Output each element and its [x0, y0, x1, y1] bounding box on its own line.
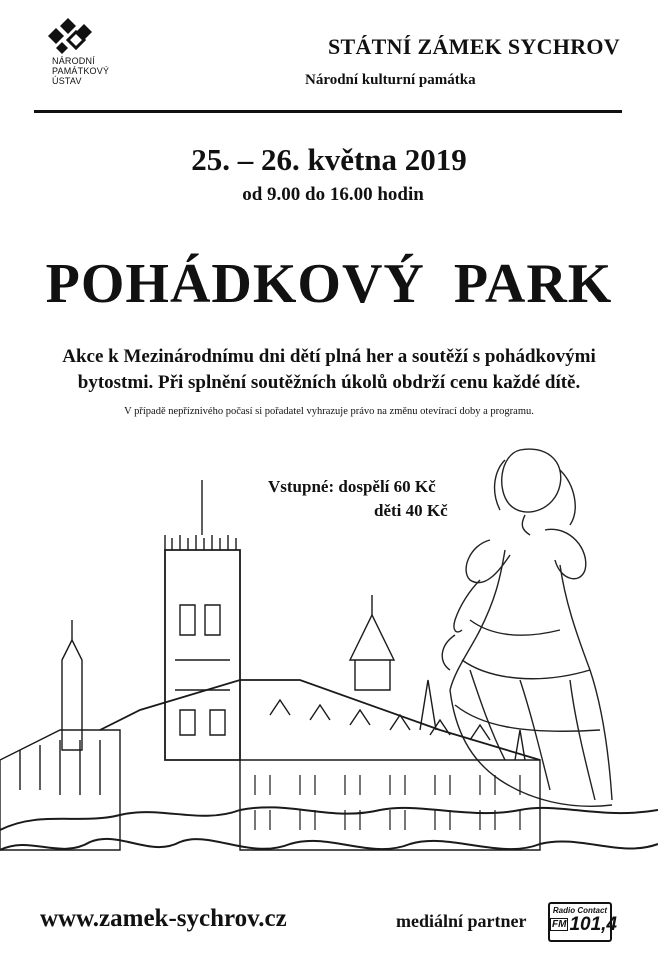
price-adults: dospělí 60 Kč	[338, 477, 436, 496]
event-hours: od 9.00 do 16.00 hodin	[242, 184, 424, 205]
price-children: děti 40 Kč	[374, 501, 448, 520]
event-date: 25. – 26. května 2019	[191, 142, 467, 177]
fm-badge: FM	[552, 919, 567, 930]
org-subtitle: Národní kulturní památka	[305, 72, 476, 88]
admission-prices	[268, 475, 448, 523]
header-divider	[34, 110, 622, 113]
description-line: bytostmi. Při splnění soutěžních úkolů obdrží cenu každé dítě.	[77, 372, 581, 393]
description-line: Akce k Mezinárodnímu dni dětí plná her a soutěží s pohádkovými	[62, 346, 596, 367]
npu-logo-text	[52, 56, 142, 86]
radio-freq-value: 101,4	[569, 914, 617, 935]
radio-name: Radio Contact	[552, 906, 608, 915]
radio-contact-logo	[548, 902, 617, 942]
npu-logo-icon	[46, 18, 106, 58]
website-link[interactable]: www.zamek-sychrov.cz	[40, 905, 287, 932]
media-partner-label: mediální partner	[396, 911, 527, 931]
castle-drawing-icon	[0, 480, 658, 850]
logo-line: NÁRODNÍ	[52, 56, 95, 66]
logo-line: PAMÁTKOVÝ	[52, 66, 110, 76]
weather-note: V případě nepříznivého počasí si pořadatel vyhrazuje právo na změnu otevírací doby a programu.	[124, 406, 534, 417]
event-description	[24, 344, 634, 396]
event-title: POHÁDKOVÝ PARK	[45, 253, 613, 315]
org-title: STÁTNÍ ZÁMEK SYCHROV	[327, 34, 620, 59]
princess-sketch-icon	[442, 449, 612, 806]
admission-adults-row	[268, 475, 448, 499]
admission-label: Vstupné:	[268, 477, 335, 496]
radio-frequency	[550, 914, 617, 935]
logo-line: ÚSTAV	[52, 76, 82, 86]
